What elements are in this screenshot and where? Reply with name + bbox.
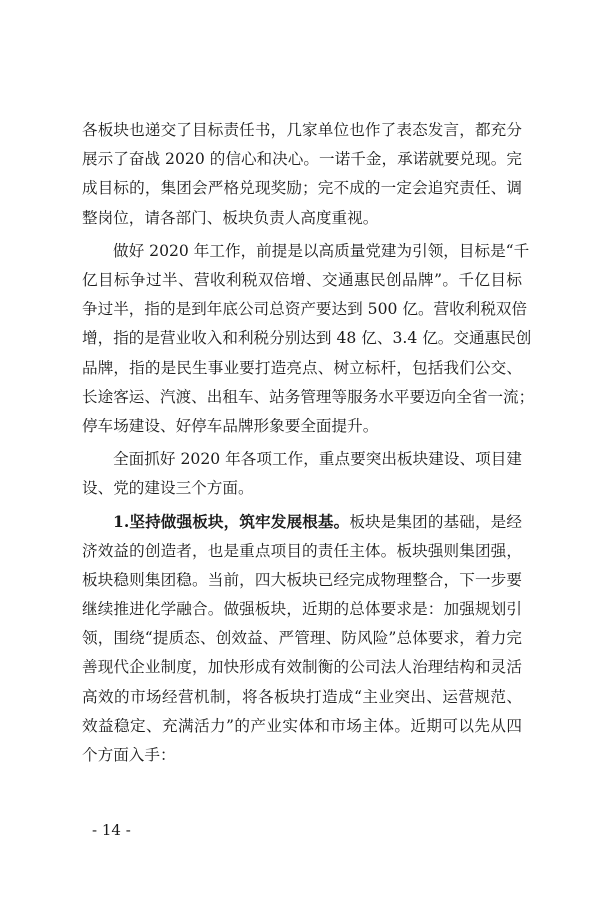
paragraph-line: 效益稳定、充满活力”的产业实体和市场主体。近期可以先从四 xyxy=(82,716,522,735)
section-heading-line xyxy=(82,507,522,536)
paragraph-line: 个方面入手： xyxy=(82,745,176,764)
paragraph-line: 增，指的是营业收入和利税分别达到 48 亿、3.4 亿。交通惠民创 xyxy=(82,329,532,348)
paragraph-line: 领，围绕“提质态、创效益、严管理、防风险”总体要求，着力完 xyxy=(82,629,522,648)
paragraph-line: 展示了奋战 2020 的信心和决心。一诺千金，承诺就要兑现。完 xyxy=(82,150,522,169)
paragraph-line: 继续推进化学融合。做强板块，近期的总体要求是：加强规划引 xyxy=(82,600,522,618)
paragraph-line: 做好 2020 年工作，前提是以高质量党建为引领，目标是“千 xyxy=(113,241,530,260)
section-heading: 1.坚持做强板块，筑牢发展根基。 xyxy=(113,512,350,532)
paragraph-line: 长途客运、汽渡、出租车、站务管理等服务水平要迈向全省一流； xyxy=(82,387,535,406)
body-text xyxy=(82,116,535,770)
paragraph-line: 高效的市场经营机制，将各板块打造成“主业突出、运营规范、 xyxy=(82,687,522,706)
paragraph-line: 成目标的，集团会严格兑现奖励；完不成的一定会追究责任、调 xyxy=(82,179,522,198)
paragraph-line: 亿目标争过半、营收利税双倍增、交通惠民创品牌”。千亿目标 xyxy=(82,270,522,289)
page-number: - 14 - xyxy=(92,821,131,839)
paragraph-line: 设、党的建设三个方面。 xyxy=(82,479,254,498)
paragraph-line: 济效益的创造者，也是重点项目的责任主体。板块强则集团强， xyxy=(82,541,522,560)
paragraph-line: 善现代企业制度，加快形成有效制衡的公司法人治理结构和灵活 xyxy=(82,658,522,677)
paragraph-line: 全面抓好 2020 年各项工作，重点要突出板块建设、项目建 xyxy=(113,450,522,469)
paragraph-line: 品牌，指的是民生事业要打造亮点、树立标杆，包括我们公交、 xyxy=(82,358,522,377)
section-heading-rest: 板块是集团的基础，是经 xyxy=(349,513,522,532)
paragraph-line: 各板块也递交了目标责任书，几家单位也作了表态发言，都充分 xyxy=(82,121,522,139)
paragraph-line: 争过半，指的是到年底公司总资产要达到 500 亿。营收利税双倍 xyxy=(82,300,528,319)
paragraph-line: 停车场建设、好停车品牌形象要全面提升。 xyxy=(82,416,379,435)
paragraph-line: 整岗位，请各部门、板块负责人高度重视。 xyxy=(82,208,379,227)
paragraph-line: 板块稳则集团稳。当前，四大板块已经完成物理整合，下一步要 xyxy=(82,570,522,589)
